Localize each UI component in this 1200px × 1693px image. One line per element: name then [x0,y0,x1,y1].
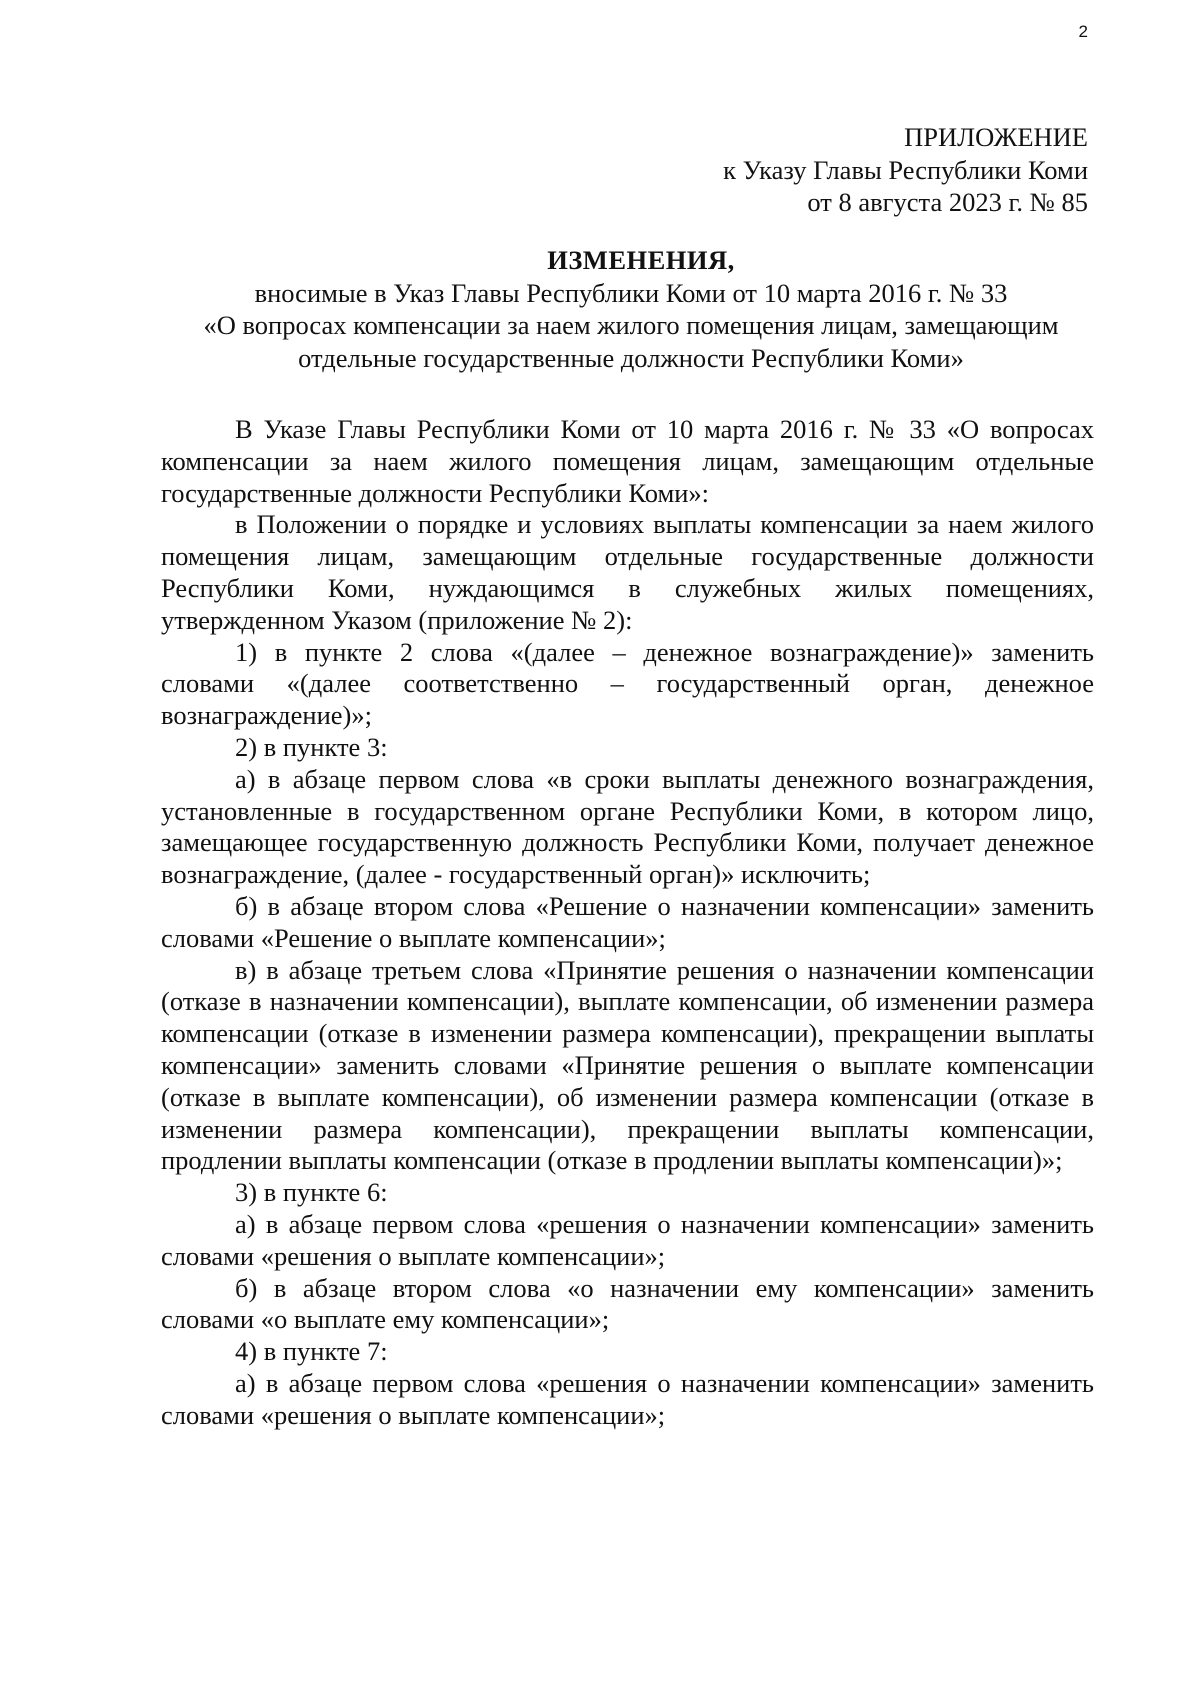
paragraph: а) в абзаце первом слова «решения о назначении компенсации» заменить словами «решения о выплате компенсации»; [161,1208,1094,1271]
paragraph: в) в абзаце третьем слова «Принятие решения о назначении компенсации (отказе в назначении компенсации), выплате компенсации, об изменении размера компенсации (отказе в изменении размера компенсации), прекращении выплаты компенсации» заменить словами «Принятие решения о выплате компенсации (отказе в выплате компенсации), об изменении размера компенсации (отказе в изменении размера компенсации), прекращении выплаты компенсации, продлении выплаты компенсации (отказе в продлении выплаты компенсации)»; [161,954,1094,1176]
title-line-1: вносимые в Указ Главы Республики Коми от 10 марта 2016 г. № 33 [254,277,1008,308]
paragraph: 1) в пункте 2 слова «(далее – денежное вознаграждение)» заменить словами «(далее соответственно – государственный орган, денежное вознаграждение)»; [161,636,1094,731]
paragraph: б) в абзаце втором слова «Решение о назначении компенсации» заменить словами «Решение о выплате компенсации»; [161,890,1094,953]
document-heading: ИЗМЕНЕНИЯ, [547,245,735,275]
title-line-3: отдельные государственные должности Республики Коми» [298,342,964,373]
annex-reference: к Указу Главы Республики Коми [723,154,1088,185]
paragraph: в Положении о порядке и условиях выплаты компенсации за наем жилого помещения лицам, замещающим отдельные государственные должности Республики Коми, нуждающимся в служебных жилых помещениях, утвержденном Указом (приложение № 2): [161,509,1094,635]
title-block [150,244,1112,374]
paragraph: 3) в пункте 6: [235,1177,388,1208]
annex-label: ПРИЛОЖЕНИЕ [904,122,1088,152]
annex-block [723,121,1088,219]
paragraph: 4) в пункте 7: [235,1336,388,1367]
paragraph: 2) в пункте 3: [235,731,388,762]
paragraph: а) в абзаце первом слова «решения о назначении компенсации» заменить словами «решения о выплате компенсации»; [161,1367,1094,1430]
paragraph: а) в абзаце первом слова «в сроки выплаты денежного вознаграждения, установленные в государственном органе Республики Коми, в котором лицо, замещающее государственную должность Республики Коми, получает денежное вознаграждение, (далее - государственный орган)» исключить; [161,763,1094,890]
page-number: 2 [1078,22,1088,41]
annex-date: от 8 августа 2023 г. № 85 [807,187,1088,217]
paragraph: В Указе Главы Республики Коми от 10 марта 2016 г. № 33 «О вопросах компенсации за наем жилого помещения лицам, замещающим отдельные государственные должности Республики Коми»: [161,414,1094,508]
paragraph: б) в абзаце втором слова «о назначении ему компенсации» заменить словами «о выплате ему компенсации»; [161,1272,1094,1335]
title-line-2: «О вопросах компенсации за наем жилого помещения лицам, замещающим [203,310,1059,340]
document-body [161,414,1094,1432]
